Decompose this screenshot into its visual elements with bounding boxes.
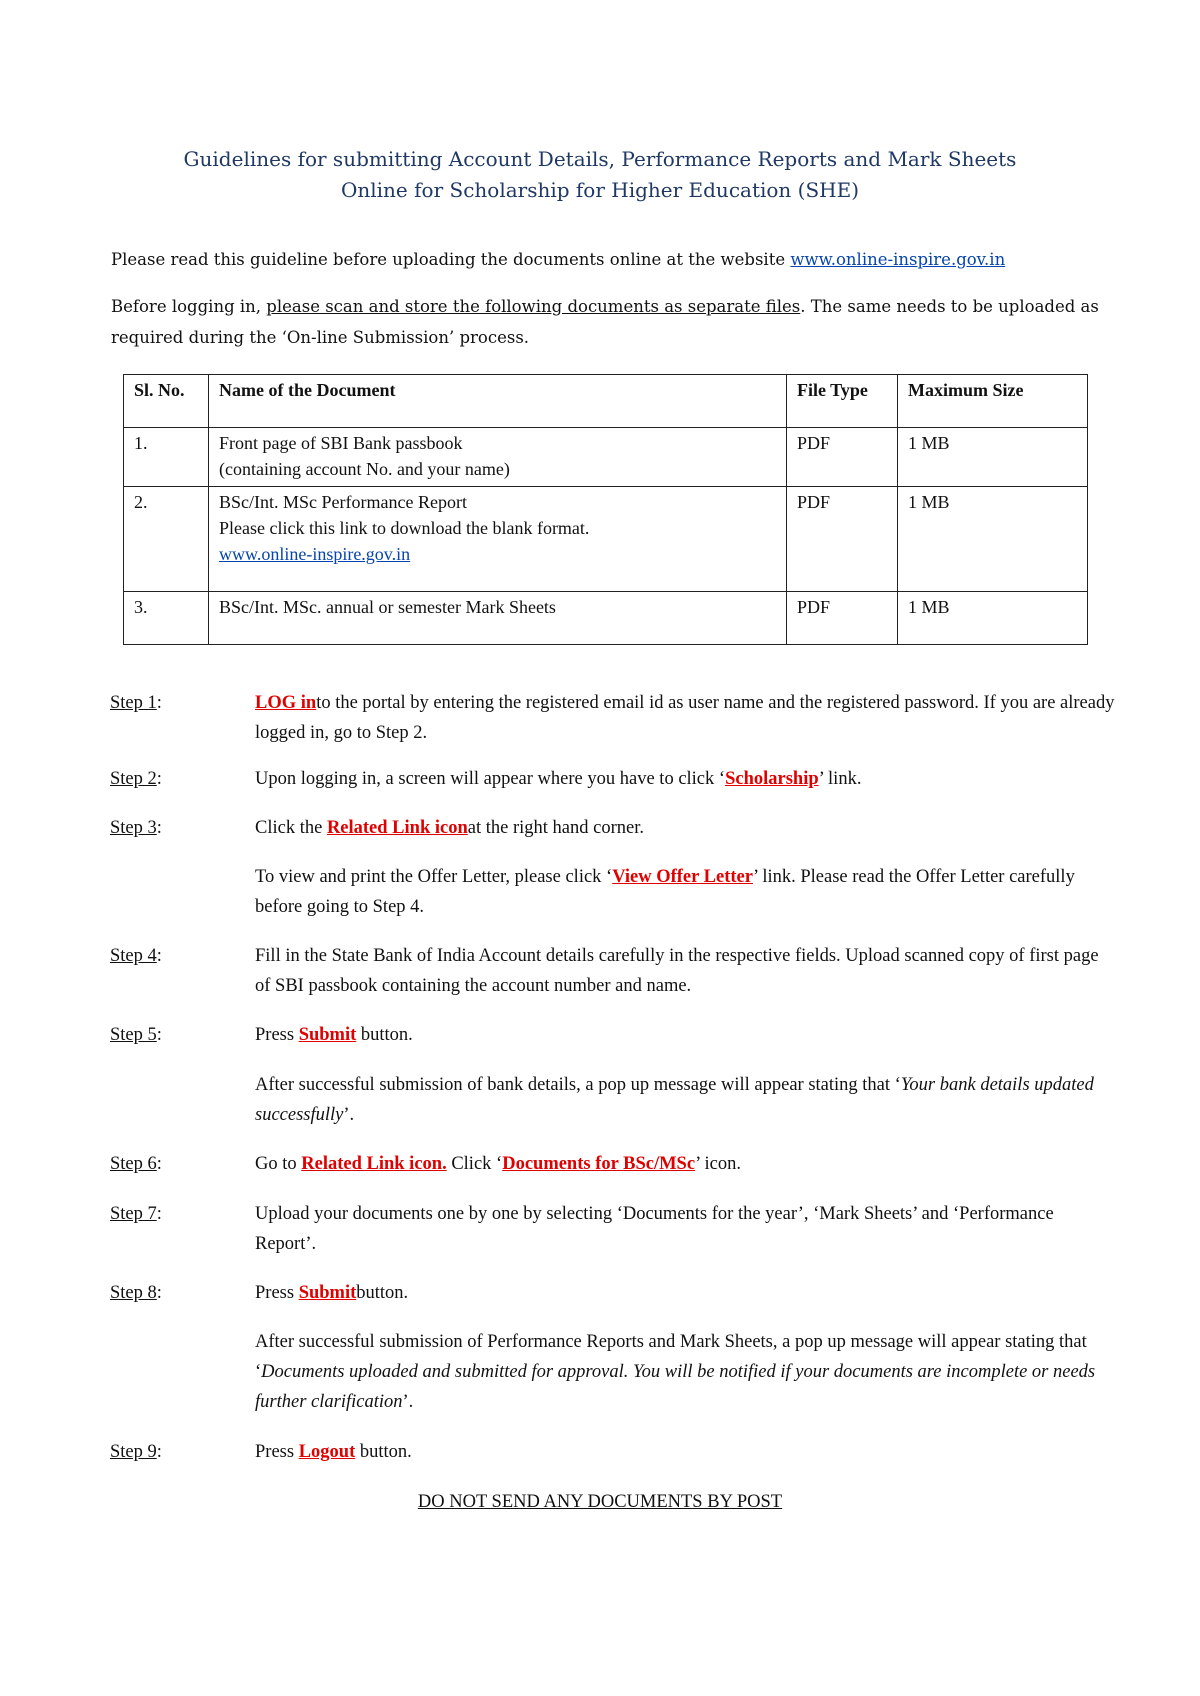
header-max-size: Maximum Size [898,375,1088,428]
row-number: 3. [124,592,209,645]
view-offer-letter-link[interactable]: View Offer Letter [612,867,753,887]
final-note: DO NOT SEND ANY DOCUMENTS BY POST [417,1492,783,1512]
intro-before-paragraph: Before logging in, please scan and store the following documents as separate files. The same needs to be uploaded as required during the ‘On-line Submission’ process. [111,297,1099,347]
submit-link[interactable]: Submit [298,1025,357,1045]
row-number: 1. [124,428,209,487]
row-max-size: 1 MB [898,592,1088,645]
submit-link-2[interactable]: Submit [298,1283,357,1303]
website-link[interactable]: www.online-inspire.gov.in [790,250,1006,269]
intro-read-paragraph: Please read this guideline before uploading the documents online at the website www.online-inspire.gov.in [111,250,1006,269]
doc-title-line-1: Guidelines for submitting Account Details, Performance Reports and Mark Sheets [183,147,1017,171]
related-link-icon-link-2[interactable]: Related Link icon. [301,1154,447,1174]
table-row [124,487,1088,592]
row-document: BSc/Int. MSc. annual or semester Mark Sheets [209,592,787,645]
table-row [124,592,1088,645]
row-file-type: PDF [787,487,898,592]
table-row [124,428,1088,487]
row-max-size: 1 MB [898,487,1088,592]
scholarship-link[interactable]: Scholarship [725,769,819,789]
header-document-name: Name of the Document [209,375,787,428]
row-file-type: PDF [787,428,898,487]
header-sl-no: Sl. No. [124,375,209,428]
format-download-link[interactable]: www.online-inspire.gov.in [219,544,411,564]
row-document: Front page of SBI Bank passbook (containing account No. and your name) [209,428,787,487]
logout-link[interactable]: Logout [298,1442,356,1462]
row-file-type: PDF [787,592,898,645]
table-header-row [124,375,1088,428]
scan-instruction: please scan and store the following documents as separate files [266,297,801,316]
login-link[interactable]: LOG in [255,693,317,713]
header-file-type: File Type [787,375,898,428]
row-number: 2. [124,487,209,592]
row-document: BSc/Int. MSc Performance Report Please click this link to download the blank format. www.online-inspire.gov.in [209,487,787,592]
related-link-icon-link[interactable]: Related Link icon [326,818,468,838]
documents-table [123,374,1088,645]
row-max-size: 1 MB [898,428,1088,487]
doc-title-line-2: Online for Scholarship for Higher Education (SHE) [340,178,860,202]
documents-for-bsc-msc-link[interactable]: Documents for BSc/MSc [502,1154,696,1174]
